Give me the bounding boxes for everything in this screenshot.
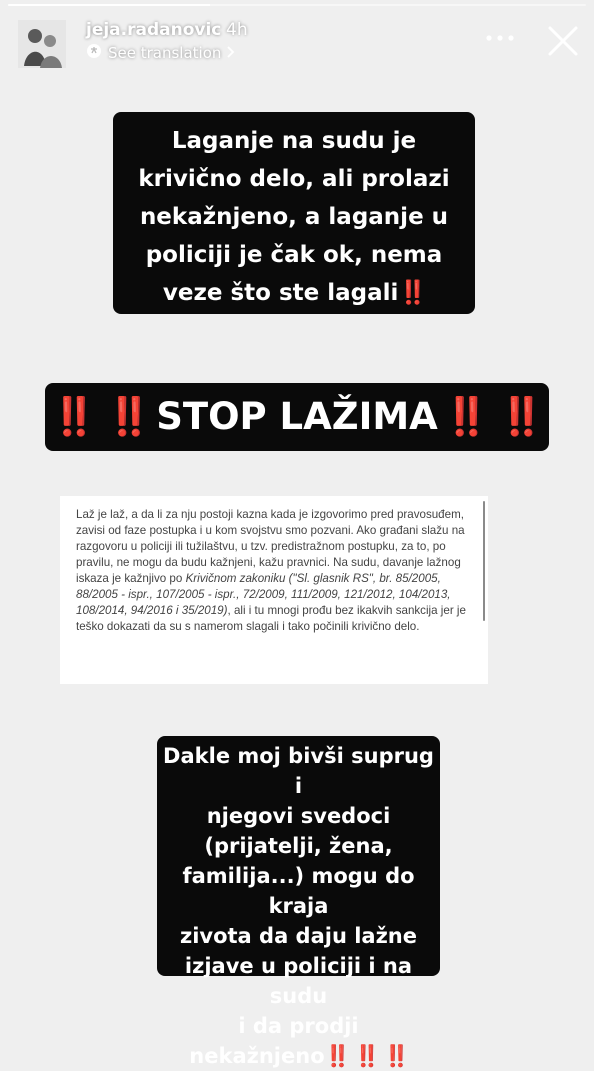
box3-line: (prijatelji, žena, <box>204 834 393 858</box>
box3-line: i da prodji <box>238 1014 359 1038</box>
box3-line: njegovi svedoci <box>206 804 391 828</box>
box3-line-text: nekažnjeno <box>189 1044 325 1068</box>
avatar[interactable] <box>18 20 66 68</box>
username[interactable]: jeja.radanovic <box>86 20 222 40</box>
box3-line: familija...) mogu do kraja <box>182 864 415 918</box>
close-icon[interactable] <box>543 21 583 61</box>
see-translation-label: See translation <box>108 44 222 62</box>
box1-line: nekažnjeno, a laganje u <box>139 204 449 230</box>
translation-icon <box>86 43 102 63</box>
box1-line: krivično delo, ali prolazi <box>138 166 450 192</box>
box1-line: policiji je čak ok, nema <box>145 242 443 268</box>
double-exclamation-icon: ‼️ ‼️ <box>51 395 151 438</box>
box1-line: Laganje na sudu je <box>171 128 417 154</box>
post-time: 4h <box>226 20 248 40</box>
box3-line: zivota da daju lažne <box>179 924 418 948</box>
stop-lies-banner <box>45 383 549 451</box>
box3-line: Dakle moj bivši suprug i <box>163 744 434 798</box>
article-scrollbar <box>483 501 485 621</box>
box1-line <box>113 274 475 312</box>
article-excerpt <box>60 496 488 684</box>
article-text <box>76 507 472 635</box>
article-text-part1: Laž je laž, a da li za nju postoji kazna kada je izgovorimo pred pravosuđem, zavisi od faze postupka i u kom svojstvu smo pozvani. Ako građani slažu na razgovoru u policiji ili tužilaštvu, u tzv. predistražnom postupku, za to, po pravilu, ne mogu da budu kažnjeni, kažu pravnici. Na sudu, davanje lažnog iskaza je kažnjivo po <box>76 508 465 585</box>
double-exclamation-icon: ‼️ <box>398 280 426 306</box>
avatar-image <box>18 20 66 68</box>
story-progress-bar <box>8 4 586 6</box>
article-text-part2: , ali i tu mnogi prođu bez ikakvih sankcija jer je teško dokazati da su s namerom slagali i tako počinili krivično delo. <box>76 604 466 633</box>
stop-lies-text: STOP LAŽIMA <box>156 395 438 438</box>
article-text-italic: Krivičnom zakoniku ("Sl. glasnik RS", br. 85/2005, 88/2005 - ispr., 107/2005 - ispr., 72/2009, 111/2009, 121/2012, 104/2013, 108/2014, 94/2016 i 35/2019) <box>76 572 451 617</box>
story-progress-fill <box>8 4 210 6</box>
box3-line <box>157 1041 440 1071</box>
more-icon[interactable] <box>480 24 520 52</box>
box3-line: izjave u policiji i na sudu <box>184 954 413 1008</box>
double-exclamation-icon: ‼️ ‼️ ‼️ <box>324 1044 408 1068</box>
text-box-lying-in-court <box>113 112 475 314</box>
see-translation-link[interactable] <box>86 43 235 63</box>
text-box-ex-husband <box>157 736 440 1068</box>
box1-line-text: veze što ste lagali <box>162 280 399 306</box>
chevron-right-icon <box>227 44 235 62</box>
story-header <box>0 8 594 68</box>
double-exclamation-icon: ‼️ ‼️ <box>443 395 543 438</box>
